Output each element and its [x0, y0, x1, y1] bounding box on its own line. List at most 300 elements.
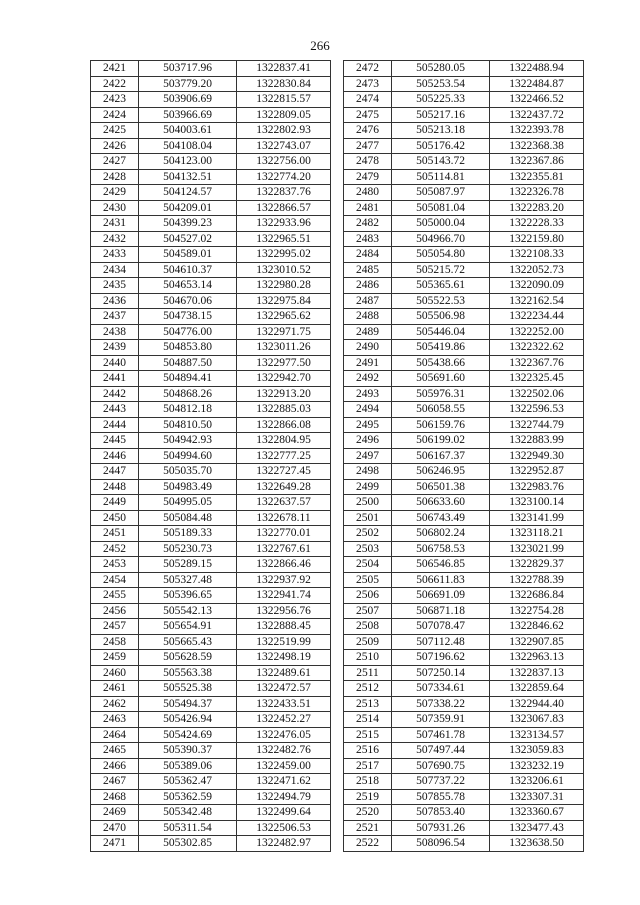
x-coordinate-cell: 505280.05 [392, 61, 490, 77]
table-row [344, 324, 584, 340]
x-coordinate-cell: 506743.49 [392, 510, 490, 526]
y-coordinate-cell: 1322829.37 [490, 557, 584, 573]
point-number-cell: 2522 [344, 836, 392, 852]
point-number-cell: 2480 [344, 185, 392, 201]
y-coordinate-cell: 1322433.51 [237, 696, 331, 712]
point-number-cell: 2432 [91, 231, 139, 247]
x-coordinate-cell: 506159.76 [392, 417, 490, 433]
point-number-cell: 2429 [91, 185, 139, 201]
point-number-cell: 2496 [344, 433, 392, 449]
table-row [91, 371, 331, 387]
x-coordinate-cell: 506167.37 [392, 448, 490, 464]
coordinates-table-left [90, 60, 331, 852]
point-number-cell: 2447 [91, 464, 139, 480]
point-number-cell: 2512 [344, 681, 392, 697]
x-coordinate-cell: 505230.73 [139, 541, 237, 557]
y-coordinate-cell: 1322452.27 [237, 712, 331, 728]
point-number-cell: 2450 [91, 510, 139, 526]
table-row [344, 541, 584, 557]
x-coordinate-cell: 504966.70 [392, 231, 490, 247]
point-number-cell: 2443 [91, 402, 139, 418]
y-coordinate-cell: 1322743.07 [237, 138, 331, 154]
y-coordinate-cell: 1322995.02 [237, 247, 331, 263]
y-coordinate-cell: 1322489.61 [237, 665, 331, 681]
table-row [91, 758, 331, 774]
point-number-cell: 2468 [91, 789, 139, 805]
table-row [344, 588, 584, 604]
point-number-cell: 2424 [91, 107, 139, 123]
y-coordinate-cell: 1322283.20 [490, 200, 584, 216]
y-coordinate-cell: 1322965.51 [237, 231, 331, 247]
x-coordinate-cell: 507334.61 [392, 681, 490, 697]
table-row [91, 340, 331, 356]
table-row [91, 588, 331, 604]
table-row [91, 185, 331, 201]
table-row [91, 92, 331, 108]
x-coordinate-cell: 505390.37 [139, 743, 237, 759]
table-row [344, 634, 584, 650]
point-number-cell: 2495 [344, 417, 392, 433]
x-coordinate-cell: 505213.18 [392, 123, 490, 139]
table-row [91, 107, 331, 123]
y-coordinate-cell: 1323021.99 [490, 541, 584, 557]
table-row [91, 526, 331, 542]
x-coordinate-cell: 506633.60 [392, 495, 490, 511]
y-coordinate-cell: 1322837.13 [490, 665, 584, 681]
point-number-cell: 2519 [344, 789, 392, 805]
table-row [91, 464, 331, 480]
point-number-cell: 2434 [91, 262, 139, 278]
x-coordinate-cell: 503966.69 [139, 107, 237, 123]
x-coordinate-cell: 505654.91 [139, 619, 237, 635]
table-row [91, 154, 331, 170]
y-coordinate-cell: 1322090.09 [490, 278, 584, 294]
x-coordinate-cell: 504670.06 [139, 293, 237, 309]
point-number-cell: 2445 [91, 433, 139, 449]
x-coordinate-cell: 506758.53 [392, 541, 490, 557]
table-row [344, 386, 584, 402]
point-number-cell: 2431 [91, 216, 139, 232]
point-number-cell: 2469 [91, 805, 139, 821]
table-row [344, 448, 584, 464]
x-coordinate-cell: 505035.70 [139, 464, 237, 480]
y-coordinate-cell: 1322368.38 [490, 138, 584, 154]
table-row [344, 262, 584, 278]
table-row [344, 138, 584, 154]
point-number-cell: 2507 [344, 603, 392, 619]
x-coordinate-cell: 505446.04 [392, 324, 490, 340]
x-coordinate-cell: 504610.37 [139, 262, 237, 278]
y-coordinate-cell: 1322866.57 [237, 200, 331, 216]
table-row [91, 293, 331, 309]
table-row [91, 309, 331, 325]
y-coordinate-cell: 1323232.19 [490, 758, 584, 774]
x-coordinate-cell: 504132.51 [139, 169, 237, 185]
table-row [344, 727, 584, 743]
x-coordinate-cell: 504776.00 [139, 324, 237, 340]
point-number-cell: 2446 [91, 448, 139, 464]
point-number-cell: 2483 [344, 231, 392, 247]
y-coordinate-cell: 1322809.05 [237, 107, 331, 123]
table-row [91, 76, 331, 92]
point-number-cell: 2471 [91, 836, 139, 852]
point-number-cell: 2472 [344, 61, 392, 77]
table-row [344, 433, 584, 449]
table-row [91, 650, 331, 666]
x-coordinate-cell: 505215.72 [392, 262, 490, 278]
table-row [91, 247, 331, 263]
point-number-cell: 2435 [91, 278, 139, 294]
x-coordinate-cell: 507497.44 [392, 743, 490, 759]
x-coordinate-cell: 503906.69 [139, 92, 237, 108]
y-coordinate-cell: 1322913.20 [237, 386, 331, 402]
x-coordinate-cell: 504399.23 [139, 216, 237, 232]
point-number-cell: 2517 [344, 758, 392, 774]
table-row [344, 340, 584, 356]
y-coordinate-cell: 1322252.00 [490, 324, 584, 340]
point-number-cell: 2477 [344, 138, 392, 154]
table-row [91, 619, 331, 635]
point-number-cell: 2454 [91, 572, 139, 588]
y-coordinate-cell: 1322777.25 [237, 448, 331, 464]
y-coordinate-cell: 1322228.33 [490, 216, 584, 232]
y-coordinate-cell: 1322767.61 [237, 541, 331, 557]
point-number-cell: 2449 [91, 495, 139, 511]
x-coordinate-cell: 506058.55 [392, 402, 490, 418]
y-coordinate-cell: 1323638.50 [490, 836, 584, 852]
table-row [344, 743, 584, 759]
table-row [344, 247, 584, 263]
point-number-cell: 2489 [344, 324, 392, 340]
point-number-cell: 2422 [91, 76, 139, 92]
table-row [344, 92, 584, 108]
x-coordinate-cell: 505302.85 [139, 836, 237, 852]
y-coordinate-cell: 1322975.84 [237, 293, 331, 309]
x-coordinate-cell: 507853.40 [392, 805, 490, 821]
point-number-cell: 2451 [91, 526, 139, 542]
x-coordinate-cell: 504738.15 [139, 309, 237, 325]
point-number-cell: 2490 [344, 340, 392, 356]
table-row [344, 650, 584, 666]
x-coordinate-cell: 505189.33 [139, 526, 237, 542]
point-number-cell: 2482 [344, 216, 392, 232]
point-number-cell: 2484 [344, 247, 392, 263]
point-number-cell: 2505 [344, 572, 392, 588]
x-coordinate-cell: 504887.50 [139, 355, 237, 371]
x-coordinate-cell: 504123.00 [139, 154, 237, 170]
point-number-cell: 2497 [344, 448, 392, 464]
point-number-cell: 2474 [344, 92, 392, 108]
table-row [91, 634, 331, 650]
point-number-cell: 2426 [91, 138, 139, 154]
x-coordinate-cell: 505289.15 [139, 557, 237, 573]
point-number-cell: 2504 [344, 557, 392, 573]
x-coordinate-cell: 505176.42 [392, 138, 490, 154]
y-coordinate-cell: 1322977.50 [237, 355, 331, 371]
y-coordinate-cell: 1323067.83 [490, 712, 584, 728]
point-number-cell: 2488 [344, 309, 392, 325]
point-number-cell: 2498 [344, 464, 392, 480]
y-coordinate-cell: 1322774.20 [237, 169, 331, 185]
point-number-cell: 2428 [91, 169, 139, 185]
y-coordinate-cell: 1322355.81 [490, 169, 584, 185]
table-row [344, 603, 584, 619]
table-row [344, 154, 584, 170]
y-coordinate-cell: 1322944.40 [490, 696, 584, 712]
x-coordinate-cell: 505253.54 [392, 76, 490, 92]
point-number-cell: 2441 [91, 371, 139, 387]
x-coordinate-cell: 505362.47 [139, 774, 237, 790]
y-coordinate-cell: 1322859.64 [490, 681, 584, 697]
x-coordinate-cell: 505327.48 [139, 572, 237, 588]
y-coordinate-cell: 1322744.79 [490, 417, 584, 433]
y-coordinate-cell: 1322162.54 [490, 293, 584, 309]
y-coordinate-cell: 1323134.57 [490, 727, 584, 743]
point-number-cell: 2433 [91, 247, 139, 263]
point-number-cell: 2457 [91, 619, 139, 635]
y-coordinate-cell: 1322942.70 [237, 371, 331, 387]
y-coordinate-cell: 1323206.61 [490, 774, 584, 790]
table-row [344, 557, 584, 573]
y-coordinate-cell: 1322519.99 [237, 634, 331, 650]
point-number-cell: 2475 [344, 107, 392, 123]
y-coordinate-cell: 1322234.44 [490, 309, 584, 325]
x-coordinate-cell: 505362.59 [139, 789, 237, 805]
point-number-cell: 2510 [344, 650, 392, 666]
x-coordinate-cell: 505396.65 [139, 588, 237, 604]
x-coordinate-cell: 506691.09 [392, 588, 490, 604]
point-number-cell: 2444 [91, 417, 139, 433]
table-row [91, 324, 331, 340]
point-number-cell: 2430 [91, 200, 139, 216]
y-coordinate-cell: 1322907.85 [490, 634, 584, 650]
x-coordinate-cell: 506611.83 [392, 572, 490, 588]
y-coordinate-cell: 1322498.19 [237, 650, 331, 666]
x-coordinate-cell: 504812.18 [139, 402, 237, 418]
y-coordinate-cell: 1322770.01 [237, 526, 331, 542]
x-coordinate-cell: 503717.96 [139, 61, 237, 77]
table-row [91, 216, 331, 232]
point-number-cell: 2455 [91, 588, 139, 604]
x-coordinate-cell: 505506.98 [392, 309, 490, 325]
x-coordinate-cell: 507078.47 [392, 619, 490, 635]
y-coordinate-cell: 1322482.97 [237, 836, 331, 852]
table-row [344, 76, 584, 92]
x-coordinate-cell: 505419.86 [392, 340, 490, 356]
table-row [344, 789, 584, 805]
y-coordinate-cell: 1322952.87 [490, 464, 584, 480]
point-number-cell: 2521 [344, 820, 392, 836]
point-number-cell: 2478 [344, 154, 392, 170]
y-coordinate-cell: 1323141.99 [490, 510, 584, 526]
y-coordinate-cell: 1322325.45 [490, 371, 584, 387]
y-coordinate-cell: 1322108.33 [490, 247, 584, 263]
table-row [344, 417, 584, 433]
table-row [91, 402, 331, 418]
y-coordinate-cell: 1322437.72 [490, 107, 584, 123]
x-coordinate-cell: 505522.53 [392, 293, 490, 309]
y-coordinate-cell: 1323011.26 [237, 340, 331, 356]
y-coordinate-cell: 1322804.95 [237, 433, 331, 449]
y-coordinate-cell: 1322367.86 [490, 154, 584, 170]
x-coordinate-cell: 504853.80 [139, 340, 237, 356]
x-coordinate-cell: 504108.04 [139, 138, 237, 154]
table-row [344, 464, 584, 480]
table-row [344, 293, 584, 309]
y-coordinate-cell: 1322649.28 [237, 479, 331, 495]
point-number-cell: 2467 [91, 774, 139, 790]
table-row [344, 278, 584, 294]
y-coordinate-cell: 1322846.62 [490, 619, 584, 635]
table-row [91, 495, 331, 511]
table-row [344, 696, 584, 712]
y-coordinate-cell: 1322837.41 [237, 61, 331, 77]
x-coordinate-cell: 505143.72 [392, 154, 490, 170]
table-row [91, 541, 331, 557]
point-number-cell: 2466 [91, 758, 139, 774]
table-row [344, 123, 584, 139]
table-row [91, 743, 331, 759]
x-coordinate-cell: 505225.33 [392, 92, 490, 108]
x-coordinate-cell: 504124.57 [139, 185, 237, 201]
point-number-cell: 2485 [344, 262, 392, 278]
y-coordinate-cell: 1322476.05 [237, 727, 331, 743]
table-row [91, 448, 331, 464]
x-coordinate-cell: 505563.38 [139, 665, 237, 681]
table-row [91, 355, 331, 371]
x-coordinate-cell: 504527.02 [139, 231, 237, 247]
table-row [344, 805, 584, 821]
x-coordinate-cell: 504589.01 [139, 247, 237, 263]
table-row [91, 138, 331, 154]
y-coordinate-cell: 1322956.76 [237, 603, 331, 619]
y-coordinate-cell: 1322941.74 [237, 588, 331, 604]
table-row [91, 836, 331, 852]
y-coordinate-cell: 1323307.31 [490, 789, 584, 805]
x-coordinate-cell: 506546.85 [392, 557, 490, 573]
table-row [91, 433, 331, 449]
point-number-cell: 2514 [344, 712, 392, 728]
y-coordinate-cell: 1323010.52 [237, 262, 331, 278]
y-coordinate-cell: 1322888.45 [237, 619, 331, 635]
x-coordinate-cell: 506246.95 [392, 464, 490, 480]
table-row [344, 355, 584, 371]
point-number-cell: 2511 [344, 665, 392, 681]
table-row [344, 619, 584, 635]
point-number-cell: 2520 [344, 805, 392, 821]
y-coordinate-cell: 1322830.84 [237, 76, 331, 92]
point-number-cell: 2462 [91, 696, 139, 712]
x-coordinate-cell: 505081.04 [392, 200, 490, 216]
page-number: 266 [310, 38, 330, 53]
y-coordinate-cell: 1322686.84 [490, 588, 584, 604]
y-coordinate-cell: 1322983.76 [490, 479, 584, 495]
point-number-cell: 2499 [344, 479, 392, 495]
x-coordinate-cell: 505389.06 [139, 758, 237, 774]
x-coordinate-cell: 505494.37 [139, 696, 237, 712]
table-row [91, 61, 331, 77]
x-coordinate-cell: 505084.48 [139, 510, 237, 526]
coordinates-table-right [343, 60, 584, 852]
table-row [91, 727, 331, 743]
x-coordinate-cell: 507931.26 [392, 820, 490, 836]
x-coordinate-cell: 505628.59 [139, 650, 237, 666]
y-coordinate-cell: 1322637.57 [237, 495, 331, 511]
y-coordinate-cell: 1322367.76 [490, 355, 584, 371]
point-number-cell: 2473 [344, 76, 392, 92]
y-coordinate-cell: 1322933.96 [237, 216, 331, 232]
point-number-cell: 2508 [344, 619, 392, 635]
table-row [91, 169, 331, 185]
table-row [91, 805, 331, 821]
table-row [344, 185, 584, 201]
y-coordinate-cell: 1323477.43 [490, 820, 584, 836]
y-coordinate-cell: 1322937.92 [237, 572, 331, 588]
table-row [91, 386, 331, 402]
point-number-cell: 2437 [91, 309, 139, 325]
x-coordinate-cell: 506199.02 [392, 433, 490, 449]
y-coordinate-cell: 1322980.28 [237, 278, 331, 294]
x-coordinate-cell: 505665.43 [139, 634, 237, 650]
table-row [344, 712, 584, 728]
point-number-cell: 2503 [344, 541, 392, 557]
y-coordinate-cell: 1322971.75 [237, 324, 331, 340]
table-row [91, 665, 331, 681]
x-coordinate-cell: 504983.49 [139, 479, 237, 495]
y-coordinate-cell: 1322326.78 [490, 185, 584, 201]
x-coordinate-cell: 504994.60 [139, 448, 237, 464]
point-number-cell: 2506 [344, 588, 392, 604]
point-number-cell: 2459 [91, 650, 139, 666]
table-row [91, 603, 331, 619]
table-row [344, 479, 584, 495]
table-row [91, 262, 331, 278]
table-row [344, 495, 584, 511]
table-row [344, 510, 584, 526]
point-number-cell: 2479 [344, 169, 392, 185]
x-coordinate-cell: 507112.48 [392, 634, 490, 650]
table-row [91, 479, 331, 495]
table-row [344, 402, 584, 418]
x-coordinate-cell: 505525.38 [139, 681, 237, 697]
point-number-cell: 2509 [344, 634, 392, 650]
y-coordinate-cell: 1322788.39 [490, 572, 584, 588]
y-coordinate-cell: 1322472.57 [237, 681, 331, 697]
table-row [91, 231, 331, 247]
table-row [91, 200, 331, 216]
table-row [344, 681, 584, 697]
point-number-cell: 2491 [344, 355, 392, 371]
table-row [91, 681, 331, 697]
point-number-cell: 2461 [91, 681, 139, 697]
table-row [91, 820, 331, 836]
point-number-cell: 2448 [91, 479, 139, 495]
y-coordinate-cell: 1322802.93 [237, 123, 331, 139]
table-row [344, 774, 584, 790]
y-coordinate-cell: 1322727.45 [237, 464, 331, 480]
table-row [91, 696, 331, 712]
x-coordinate-cell: 505217.16 [392, 107, 490, 123]
point-number-cell: 2427 [91, 154, 139, 170]
point-number-cell: 2516 [344, 743, 392, 759]
y-coordinate-cell: 1322754.28 [490, 603, 584, 619]
x-coordinate-cell: 504995.05 [139, 495, 237, 511]
x-coordinate-cell: 507737.22 [392, 774, 490, 790]
point-number-cell: 2442 [91, 386, 139, 402]
y-coordinate-cell: 1322484.87 [490, 76, 584, 92]
point-number-cell: 2465 [91, 743, 139, 759]
table-row [91, 712, 331, 728]
